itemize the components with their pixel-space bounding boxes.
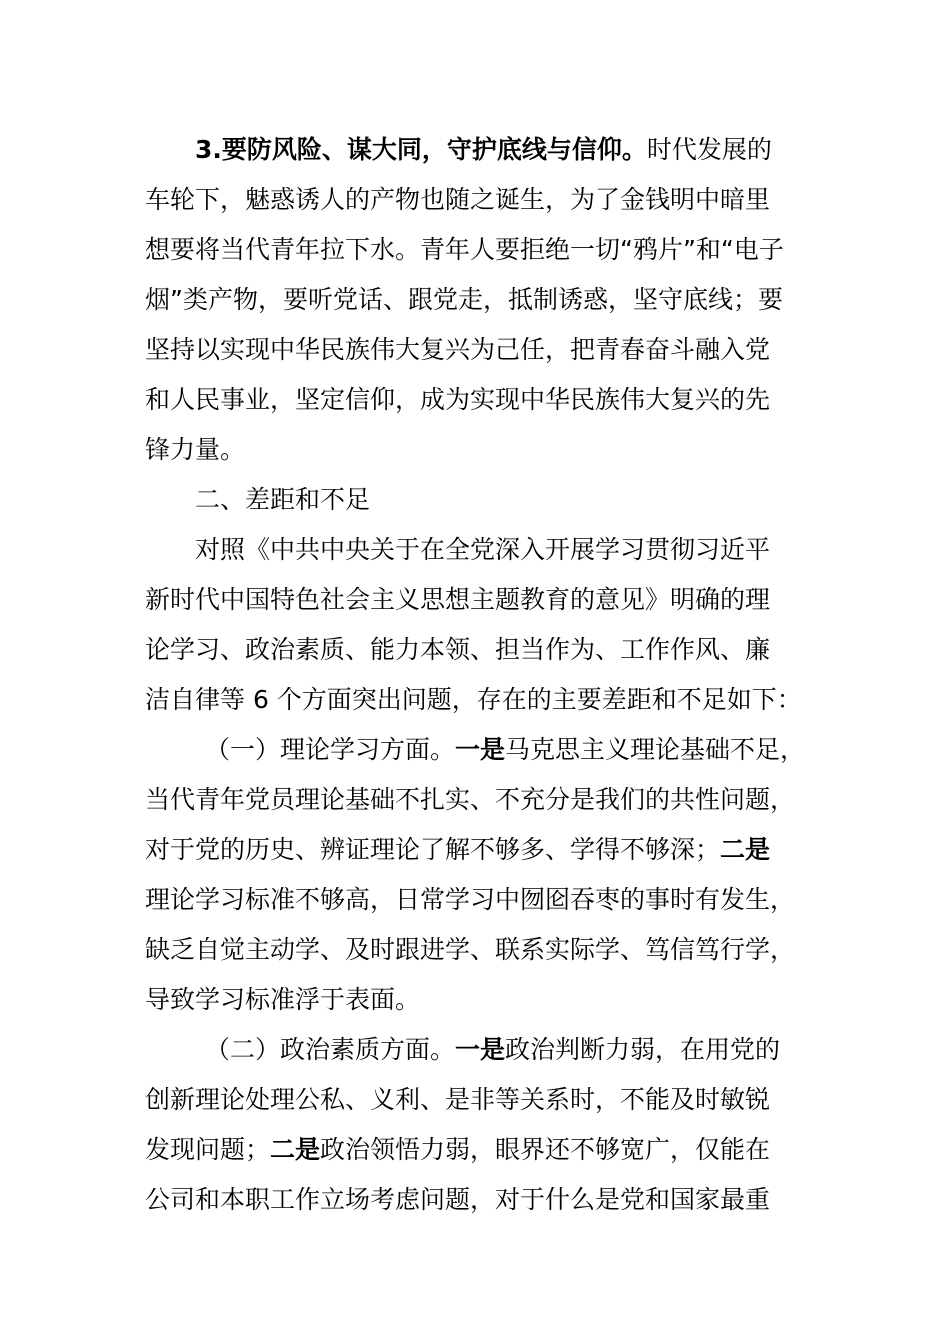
subsection-prefix: （一）理论学习方面。: [205, 735, 456, 764]
paragraph-line: 和人民事业，坚定信仰，成为实现中华民族伟大复兴的先: [145, 385, 771, 414]
point-label: 一是: [455, 735, 506, 764]
paragraph-text: 对于党的历史、辨证理论了解不够多、学得不够深；: [145, 835, 721, 864]
paragraph-line: [145, 825, 770, 875]
paragraph-text: 政治判断力弱，在用党的: [505, 1035, 781, 1064]
paragraph-line: 公司和本职工作立场考虑问题，对于什么是党和国家最重: [145, 1185, 771, 1214]
paragraph-line: 洁自律等 6 个方面突出问题，存在的主要差距和不足如下：: [145, 685, 802, 714]
paragraph-line: 论学习、政治素质、能力本领、担当作为、工作作风、廉: [145, 635, 771, 664]
paragraph-line: 创新理论处理公私、义利、是非等关系时，不能及时敏锐: [145, 1085, 771, 1114]
paragraph-text: 政治领悟力弱，眼界还不够宽广，仅能在: [320, 1135, 771, 1164]
paragraph-text: 发现问题；: [145, 1135, 271, 1164]
paragraph-line: 导致学习标准浮于表面。: [145, 985, 421, 1014]
point-label: 二是: [720, 835, 771, 864]
section-heading: 3.要防风险、谋大同，守护底线与信仰。: [195, 135, 647, 164]
paragraph-text: 时代发展的: [646, 135, 772, 164]
paragraph-line: 理论学习标准不够高，日常学习中囫囵吞枣的事时有发生，: [145, 885, 796, 914]
subsection-prefix: （二）政治素质方面。: [205, 1035, 456, 1064]
paragraph-line: [205, 1025, 780, 1075]
paragraph-line: 车轮下，魅惑诱人的产物也随之诞生，为了金钱明中暗里: [145, 185, 771, 214]
point-label: 二是: [270, 1135, 321, 1164]
paragraph-line: [195, 125, 772, 175]
paragraph-text: 马克思主义理论基础不足，: [505, 735, 806, 764]
paragraph-line: 坚持以实现中华民族伟大复兴为己任，把青春奋斗融入党: [145, 335, 771, 364]
paragraph-line: [145, 1125, 770, 1175]
part-title: 二、差距和不足: [195, 485, 371, 514]
paragraph-line: 当代青年党员理论基础不扎实、不充分是我们的共性问题，: [145, 785, 796, 814]
paragraph-line: 缺乏自觉主动学、及时跟进学、联系实际学、笃信笃行学，: [145, 935, 796, 964]
paragraph-line: 锋力量。: [145, 435, 246, 464]
point-label: 一是: [455, 1035, 506, 1064]
paragraph-line: [205, 725, 805, 775]
paragraph-line: 新时代中国特色社会主义思想主题教育的意见》明确的理: [145, 585, 771, 614]
paragraph-line: 对照《中共中央关于在全党深入开展学习贯彻习近平: [195, 535, 771, 564]
paragraph-line: 想要将当代青年拉下水。青年人要拒绝一切“鸦片”和“电子: [145, 235, 784, 264]
paragraph-line: 烟”类产物，要听党话、跟党走，抵制诱惑，坚守底线；要: [145, 285, 783, 314]
